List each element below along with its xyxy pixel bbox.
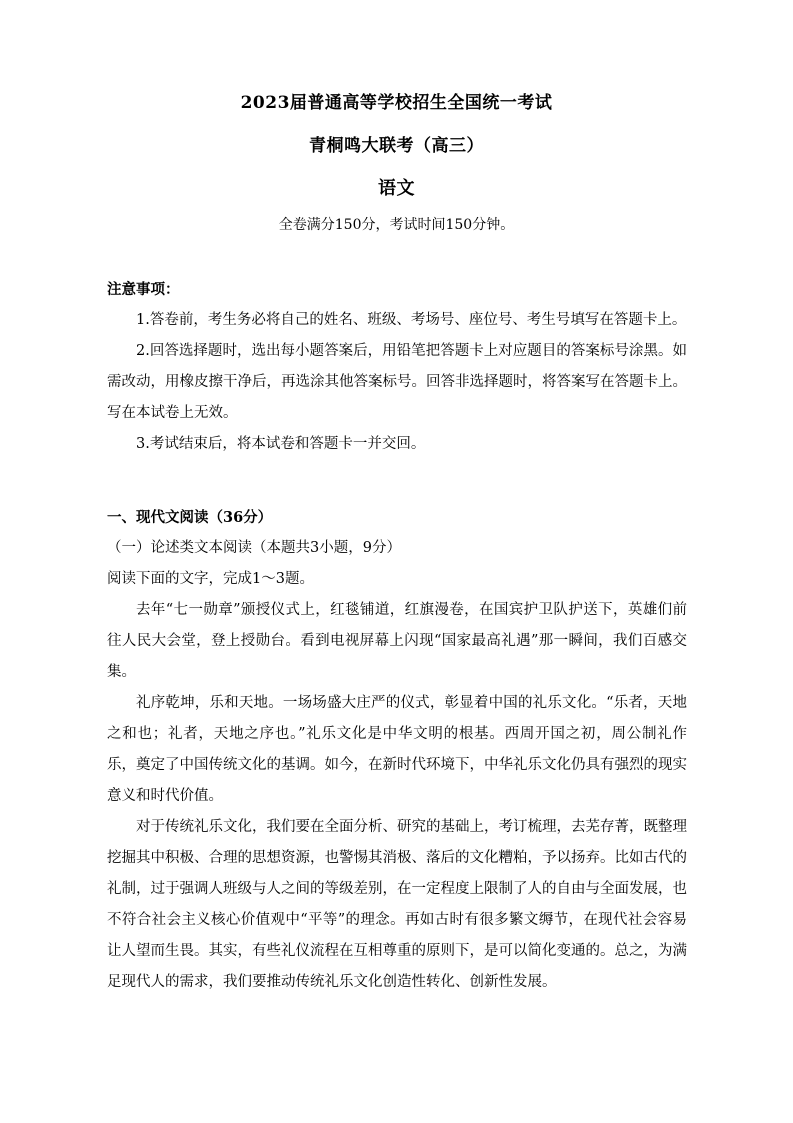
exam-subtitle: 青桐鸣大联考（高三） — [309, 136, 484, 156]
notice-heading: 注意事项： — [107, 281, 180, 298]
section-modern-reading — [107, 502, 687, 998]
notice-item-2: 2.回答选择题时，选出每小题答案后，用铅笔把答题卡上对应题目的答案标号涂黑。如需改动，用橡皮擦干净后，再选涂其他答案标号。回答非选择题时，将答案写在答题卡上。写在本试卷上无效。 — [107, 343, 687, 421]
exam-info: 全卷满分150分，考试时间150分钟。 — [278, 217, 515, 233]
subject-title: 语文 — [378, 178, 415, 199]
passage-paragraph-2: 礼序乾坤，乐和天地。一场场盛大庄严的仪式，彰显着中国的礼乐文化。“乐者，天地之和也；礼者，天地之序也。”礼乐文化是中华文明的根基。西周开国之初，周公制礼作乐，奠定了中国传统文化的基调。如今，在新时代环境下，中华礼乐文化仍具有强烈的现实意义和时代价值。 — [107, 695, 687, 804]
notice-item-1: 1.答卷前，考生务必将自己的姓名、班级、考场号、座位号、考生号填写在答题卡上。 — [136, 312, 687, 328]
notice-section — [107, 274, 687, 460]
passage-paragraph-1: 去年“七一勋章”颁授仪式上，红毯铺道，红旗漫卷，在国宾护卫队护送下，英雄们前往人民大会堂，登上授勋台。看到电视屏幕上闪现“国家最高礼遇”那一瞬间，我们百感交集。 — [107, 602, 687, 680]
passage-paragraph-3: 对于传统礼乐文化，我们要在全面分析、研究的基础上，考订梳理，去芜存菁，既整理挖掘其中积极、合理的思想资源，也警惕其消极、落后的文化糟粕，予以扬弃。比如古代的礼制，过于强调人班级与人之间的等级差别，在一定程度上限制了人的自由与全面发展，也不符合社会主义核心价值观中“平等”的理念。再如古时有很多繁文缛节，在现代社会容易让人望而生畏。其实，有些礼仪流程在互相尊重的原则下，是可以简化变通的。总之，为满足现代人的需求，我们要推动传统礼乐文化创造性转化、创新性发展。 — [107, 819, 687, 990]
notice-item-3: 3.考试结束后，将本试卷和答题卡一并交回。 — [136, 436, 426, 452]
subsection-heading: （一）论述类文本阅读（本题共3小题，9分） — [107, 540, 401, 556]
section-heading: 一、现代文阅读（36分） — [107, 509, 273, 526]
exam-title: 2023届普通高等学校招生全国统一考试 — [240, 93, 553, 113]
reading-instruction: 阅读下面的文字，完成1～3题。 — [107, 571, 314, 587]
